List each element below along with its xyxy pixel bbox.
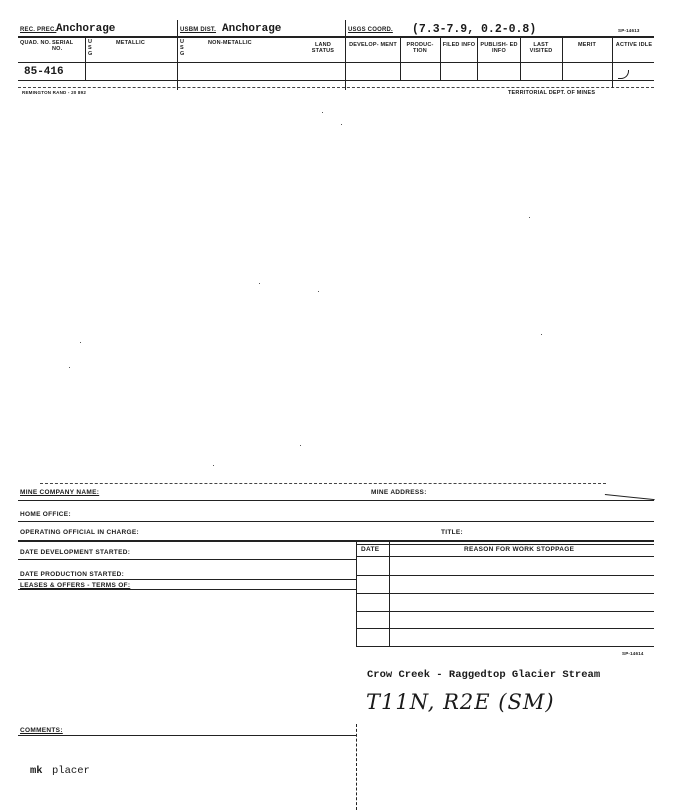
mine-address-label: MINE ADDRESS: (371, 489, 427, 496)
usg-left-header: U S G (88, 39, 93, 57)
top-footer-left: REMINGTON RAND - 20 892 (22, 90, 87, 95)
comments-value: placer (52, 765, 90, 777)
quad-serial-value: 85-416 (24, 66, 64, 78)
bottom-form-number: SP-14614 (622, 651, 644, 656)
torn-edge-curve (605, 484, 656, 500)
last-visited-header: LAST VISITED (529, 42, 553, 54)
usbm-dist-label: USBM DIST. (180, 27, 217, 33)
date-header: DATE (361, 546, 380, 553)
filed-info-header: FILED INFO (442, 42, 476, 48)
active-idle-header: ACTIVE IDLE (615, 42, 653, 48)
top-card-rule-top (18, 36, 654, 38)
merit-header: MERIT (577, 42, 597, 48)
metallic-header: METALLIC (116, 40, 145, 46)
development-header: DEVELOP- MENT (349, 42, 397, 48)
usbm-dist-value: Anchorage (222, 23, 282, 35)
date-development-label: DATE DEVELOPMENT STARTED: (20, 549, 131, 556)
rec-prec-label: REC. PREC. (20, 27, 57, 33)
land-status-header: LAND STATUS (311, 42, 335, 54)
usgs-coord-label: USGS COORD. (348, 27, 393, 33)
comments-label: COMMENTS: (20, 727, 63, 734)
top-card-rule-mid (18, 62, 654, 63)
usg-right-header: U S G (180, 39, 185, 57)
date-production-label: DATE PRODUCTION STARTED: (20, 571, 125, 578)
location-typed: Crow Creek - Raggedtop Glacier Stream (367, 669, 601, 681)
production-header: PRODUC- TION (406, 42, 434, 54)
top-footer-right: TERRITORIAL DEPT. OF MINES (508, 90, 596, 96)
top-card-rule-dashed (18, 87, 654, 88)
serial-no-header: SERIAL NO. (52, 40, 74, 52)
operating-official-label: OPERATING OFFICIAL IN CHARGE: (20, 529, 139, 536)
non-metallic-header: NON-METALLIC (208, 40, 252, 46)
published-info-header: PUBLISH- ED INFO (480, 42, 518, 54)
top-form-number: SP-14613 (618, 28, 640, 33)
mine-company-name-label: MINE COMPANY NAME: (20, 489, 100, 496)
usgs-coord-value: (7.3-7.9, 0.2-0.8) (412, 23, 537, 36)
home-office-label: HOME OFFICE: (20, 511, 71, 518)
location-handwritten: T11N, R2E (SM) (366, 690, 555, 714)
top-card-rule-bottom (18, 80, 654, 81)
quad-no-header: QUAD. NO. (20, 40, 51, 46)
checkmark-curve (618, 70, 629, 79)
rec-prec-value: Anchorage (56, 23, 116, 35)
title-label: TITLE: (441, 529, 464, 536)
comments-prefix: mk (30, 765, 43, 777)
reason-header: REASON FOR WORK STOPPAGE (464, 546, 575, 553)
leases-label: LEASES & OFFERS - TERMS OF: (20, 582, 131, 589)
